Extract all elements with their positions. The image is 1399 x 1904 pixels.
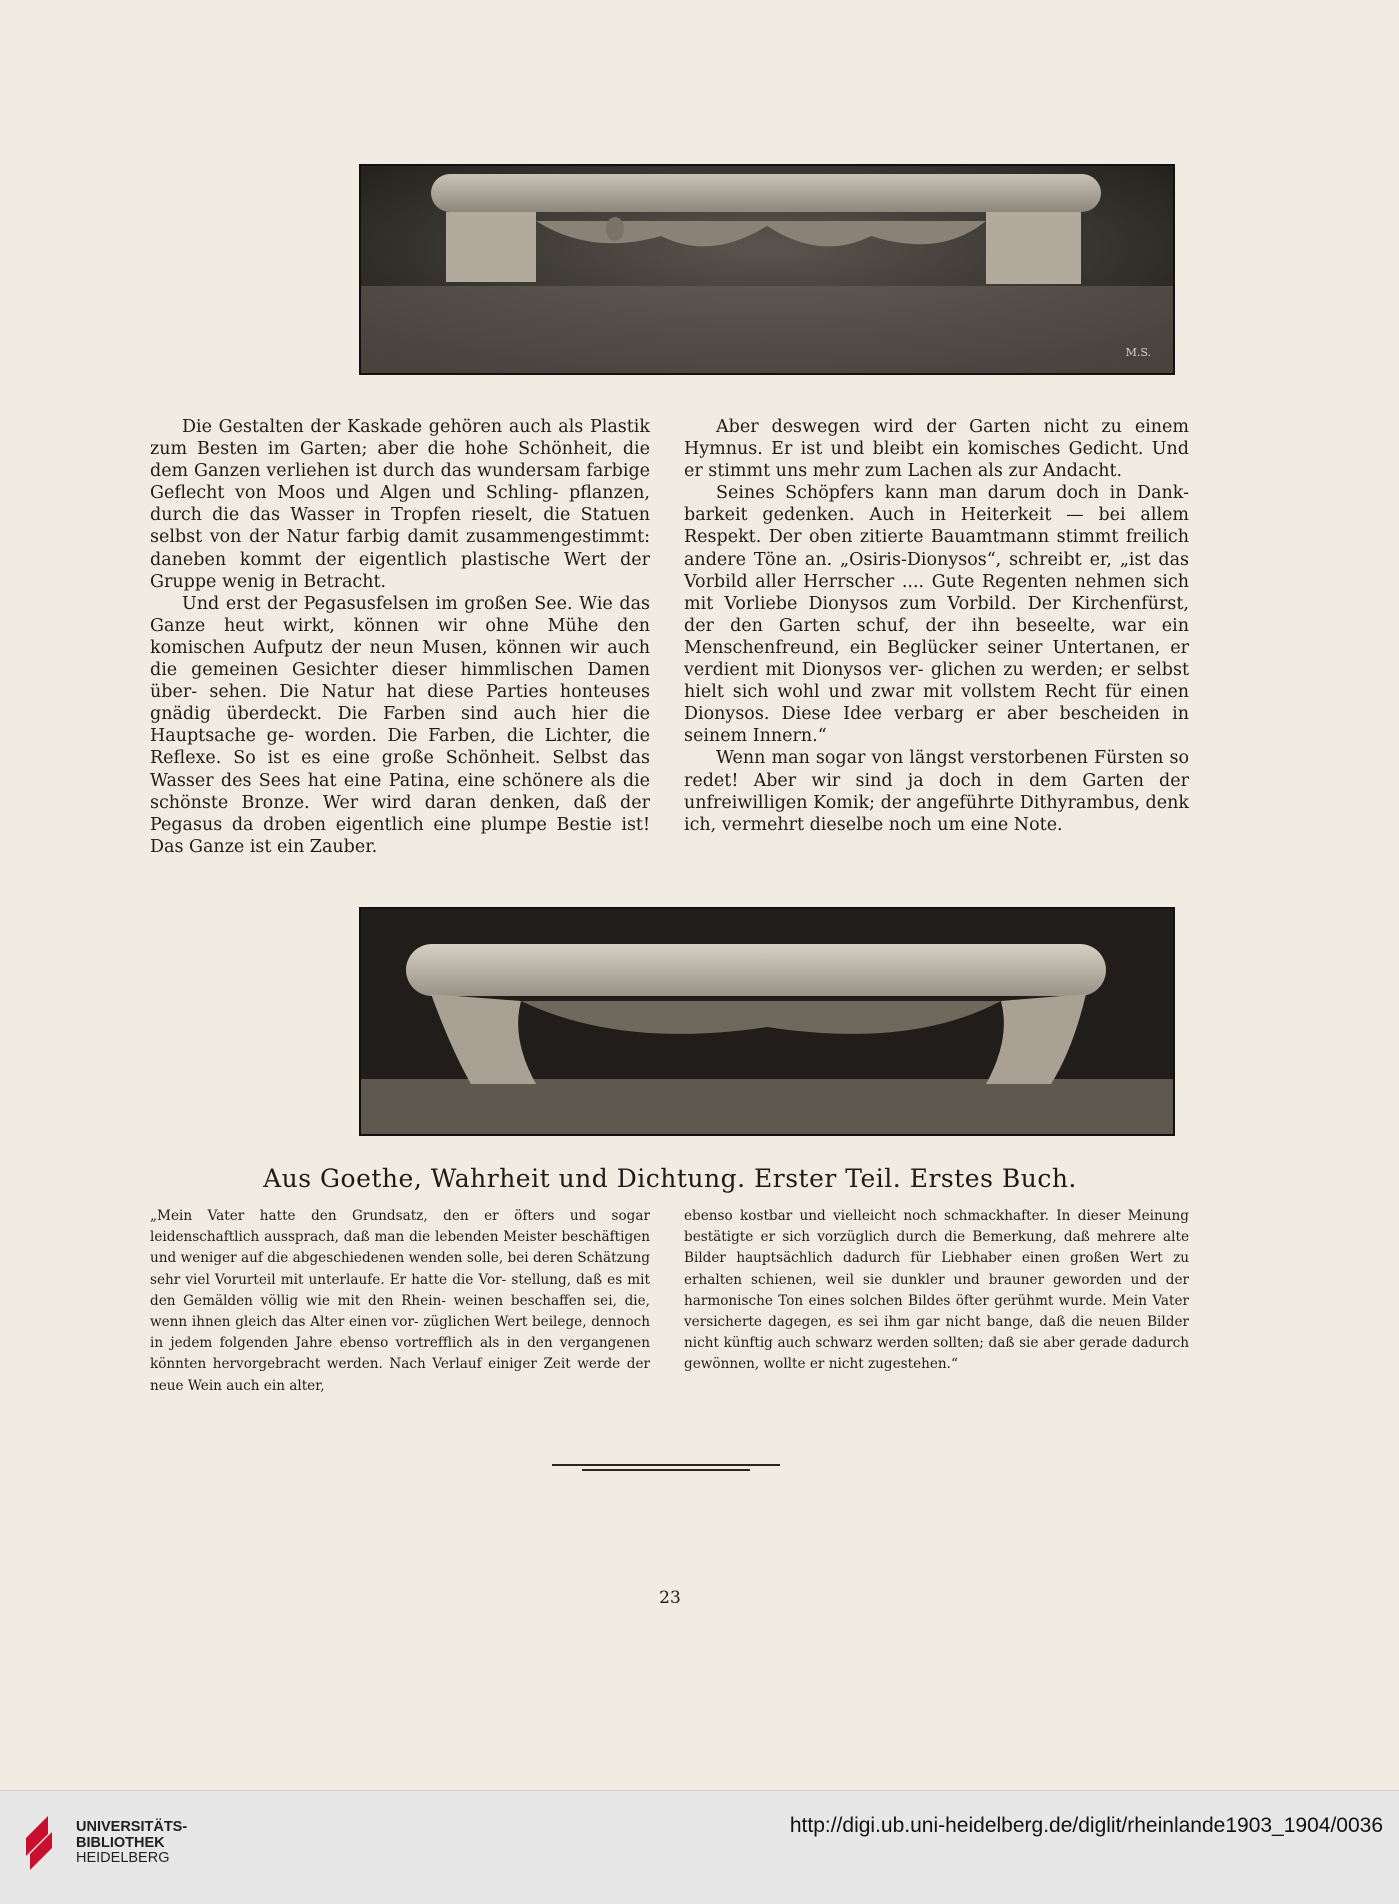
monogram-mark: M.S. — [1125, 346, 1151, 359]
quote-text: ebenso kostbar und vielleicht noch schmackhafter. In dieser Meinung bestätigte er sich vorzüglich durch die Bemerkung, daß mehrere alte Bilder hauptsächlich dadurch für Liebhaber einen großen Wert zu erhalten schienen, weil sie dunkler und brauner geworden und der harmonische Ton eines solchen Bildes öfter gerühmt wurde. Mein Vater versicherte dagegen, es sei ihm gar nicht bange, daß die neuen Bilder nicht künftig auch schwarz werden sollten; daß sie aber gerade dadurch gewönnen, wollte er nicht zugestehen.“ — [684, 1208, 1189, 1373]
institution-name[interactable]: UNIVERSITÄTS- BIBLIOTHEK HEIDELBERG — [76, 1819, 188, 1866]
paragraph: Seines Schöpfers kann man darum doch in Dank- barkeit gedenken. Auch in Heiterkeit — bei allem Respekt. Der oben zitierte Bauamtmann stimmt freilich andere Töne an. „Osiris-Dionysos“, schreibt er, „ist das Vorbild aller Herrscher .... Gute Regenten nehmen sich mit Vorliebe Dionysos zum Vorbild. Der Kirchenfürst, der den Garten schuf, der ihn beseelte, war ein Menschenfreund, ein Beglücker seiner Untertanen, er verdient mit Dionysos ver- glichen zu werden; er selbst hielt sich wohl und zwar mit vollstem Recht für einen Dionysos. Diese Idee verbarg er aber bescheiden in seinem Innern.“ — [684, 483, 1189, 747]
bench-illustration-2 — [361, 909, 1173, 1134]
viewer-footer — [0, 1790, 1399, 1904]
library-logo-icon[interactable] — [18, 1812, 58, 1874]
source-url[interactable]: http://digi.ub.uni-heidelberg.de/diglit/rheinlande1903_1904/0036 — [789, 1814, 1383, 1837]
paragraph: Die Gestalten der Kaskade gehören auch als Plastik zum Besten im Garten; aber die hohe Schönheit, die dem Ganzen verliehen ist durch das wundersam farbige Geflecht von Moos und Algen und Schling- pflanzen, durch die das Wasser in Tropfen rieselt, die Statuen selbst von der Natur farbig damit zusammengestimmt: daneben kommt der eigentlich plastische Wert der Gruppe wenig in Betracht. — [150, 417, 650, 592]
ornamental-divider — [552, 1464, 780, 1474]
quote-text: „Mein Vater hatte den Grundsatz, den er öfters und sogar leidenschaftlich aussprach, daß man die lebenden Meister beschäftigen und weniger auf die abgeschiedenen wenden solle, bei deren Schätzung sehr viel Vorurteil mit unterlaufe. Er hatte die Vor- stellung, daß es mit den Gemälden völlig wie mit den Rhein- weinen beschaffen sei, die, wenn ihnen gleich das Alter einen vor- züglichen Wert beilege, dennoch in jedem folgenden Jahre ebenso vortrefflich als in den vergangenen könnten hervorgebracht werden. Nach Verlauf einiger Zeit werde der neue Wein auch ein alter, — [150, 1208, 650, 1394]
paragraph: Aber deswegen wird der Garten nicht zu einem Hymnus. Er ist und bleibt ein komisches Gedicht. Und er stimmt uns mehr zum Lachen als zur Andacht. — [684, 417, 1189, 482]
right-text-column — [684, 416, 1189, 836]
page-number: 23 — [659, 1588, 681, 1608]
garden-bench-photo-1 — [359, 164, 1175, 375]
garden-bench-photo-2 — [359, 907, 1175, 1136]
quote-left-column — [150, 1206, 650, 1397]
paragraph: Wenn man sogar von längst verstorbenen Fürsten so redet! Aber wir sind ja doch in dem Garten der unfreiwilligen Komik; der angeführte Dithyrambus, denk ich, vermehrt dieselbe noch um eine Note. — [684, 748, 1189, 835]
section-heading: Aus Goethe, Wahrheit und Dichtung. Erster Teil. Erstes Buch. — [263, 1164, 1077, 1193]
paragraph: Und erst der Pegasusfelsen im großen See. Wie das Ganze heut wirkt, können wir ohne Mühe den komischen Aufputz der neun Musen, können wir auch die gemeinen Gesichter dieser himmlischen Damen über- sehen. Die Natur hat diese Parties honteuses gnädig überdeckt. Die Farben sind auch hier die Hauptsache ge- worden. Die Farben, die Lichter, die Reflexe. So ist es eine große Schönheit. Selbst das Wasser des Sees hat eine Patina, eine schönere als die schönste Bronze. Wer wird daran denken, daß der Pegasus da droben eigentlich eine plumpe Bestie ist! Das Ganze ist ein Zauber. — [150, 593, 650, 857]
quote-right-column — [684, 1206, 1189, 1376]
bench-illustration-1 — [361, 166, 1173, 373]
left-text-column — [150, 416, 650, 858]
